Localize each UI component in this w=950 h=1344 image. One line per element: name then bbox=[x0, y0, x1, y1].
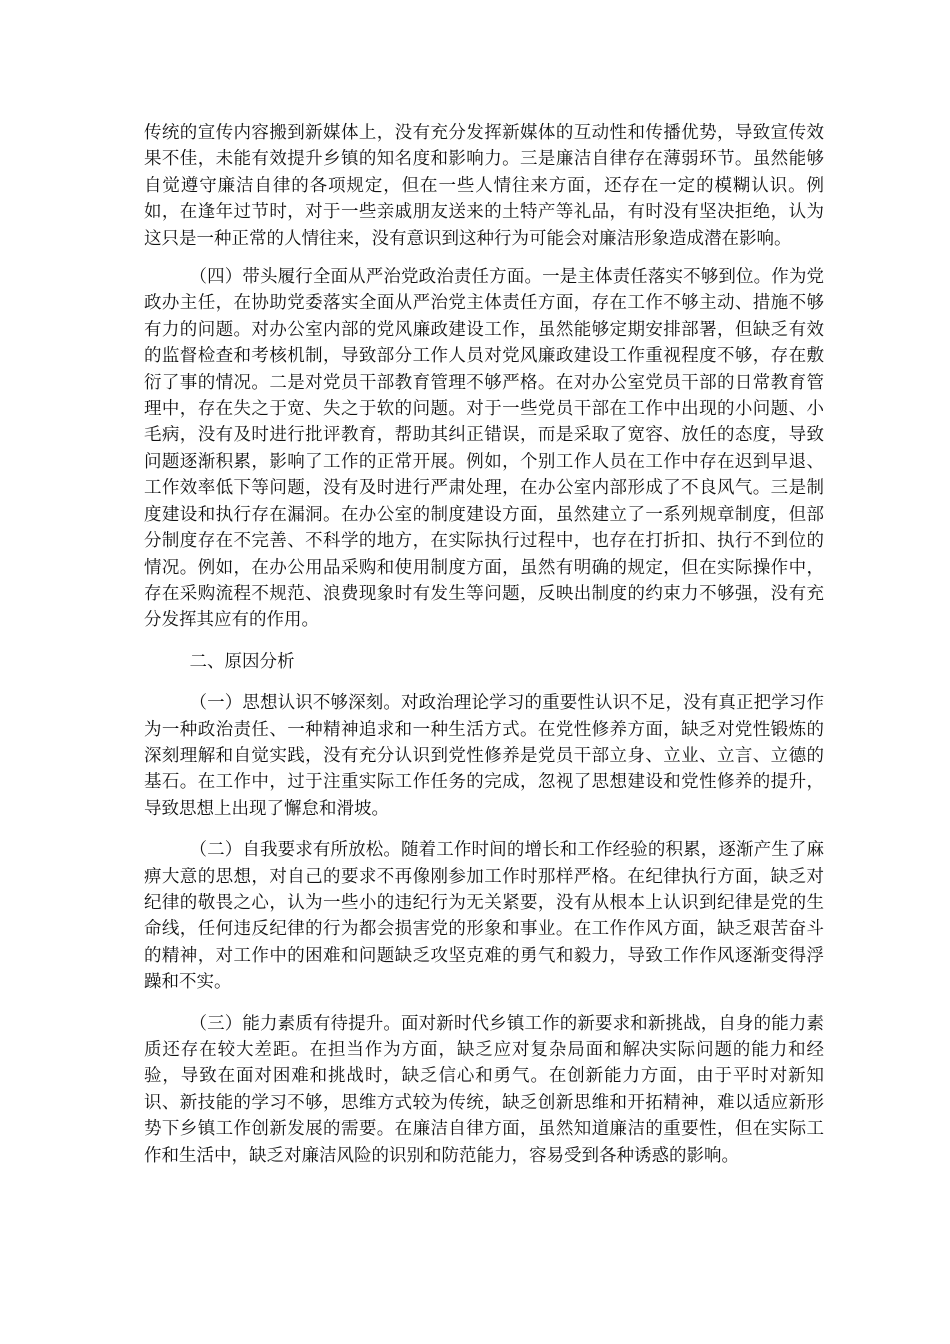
paragraph-reason-three: （三）能力素质有待提升。面对新时代乡镇工作的新要求和新挑战，自身的能力素质还存在较大差距。在担当作为方面，缺乏应对复杂局面和解决实际问题的能力和经验，导致在面对困难和挑战时，缺乏信心和勇气。在创新能力方面，由于平时对新知识、新技能的学习不够，思维方式较为传统，缺乏创新思维和开拓精神，难以适应新形势下乡镇工作创新发展的需要。在廉洁自律方面，虽然知道廉洁的重要性，但在实际工作和生活中，缺乏对廉洁风险的识别和防范能力，容易受到各种诱惑的影响。 bbox=[144, 1013, 824, 1166]
paragraph-section-four: （四）带头履行全面从严治党政治责任方面。一是主体责任落实不够到位。作为党政办主任，在协助党委落实全面从严治党主体责任方面，存在工作不够主动、措施不够有力的问题。对办公室内部的党风廉政建设工作，虽然能够定期安排部署，但缺乏有效的监督检查和考核机制，导致部分工作人员对党风廉政建设工作重视程度不够，存在敷衍了事的情况。二是对党员干部教育管理不够严格。在对办公室党员干部的日常教育管理中，存在失之于宽、失之于软的问题。对于一些党员干部在工作中出现的小问题、小毛病，没有及时进行批评教育，帮助其纠正错误，而是采取了宽容、放任的态度，导致问题逐渐积累，影响了工作的正常开展。例如，个别工作人员在工作中存在迟到早退、工作效率低下等问题，没有及时进行严肃处理，在办公室内部形成了不良风气。三是制度建设和执行存在漏洞。在办公室的制度建设方面，虽然建立了一系列规章制度，但部分制度存在不完善、不科学的地方，在实际执行过程中，也存在打折扣、执行不到位的情况。例如，在办公用品采购和使用制度方面，虽然有明确的规定，但在实际操作中，存在采购流程不规范、浪费现象时有发生等问题，反映出制度的约束力不够强，没有充分发挥其应有的作用。 bbox=[144, 267, 824, 631]
paragraph-reason-one: （一）思想认识不够深刻。对政治理论学习的重要性认识不足，没有真正把学习作为一种政治责任、一种精神追求和一种生活方式。在党性修养方面，缺乏对党性锻炼的深刻理解和自觉实践，没有充分认识到党性修养是党员干部立身、立业、立言、立德的基石。在工作中，过于注重实际工作任务的完成，忽视了思想建设和党性修养的提升，导致思想上出现了懈怠和滑坡。 bbox=[144, 693, 824, 819]
section-heading: 二、原因分析 bbox=[189, 651, 295, 672]
paragraph-continued: 传统的宣传内容搬到新媒体上，没有充分发挥新媒体的互动性和传播优势，导致宣传效果不佳，未能有效提升乡镇的知名度和影响力。三是廉洁自律存在薄弱环节。虽然能够自觉遵守廉洁自律的各项规定，但在一些人情往来方面，还存在一定的模糊认识。例如，在逢年过节时，对于一些亲戚朋友送来的土特产等礼品，有时没有坚决拒绝，认为这只是一种正常的人情往来，没有意识到这种行为可能会对廉洁形象造成潜在影响。 bbox=[144, 123, 824, 249]
document-page bbox=[144, 120, 824, 1169]
paragraph-reason-two: （二）自我要求有所放松。随着工作时间的增长和工作经验的积累，逐渐产生了麻痹大意的思想，对自己的要求不再像刚参加工作时那样严格。在纪律执行方面，缺乏对纪律的敬畏之心，认为一些小的违纪行为无关紧要，没有从根本上认识到纪律是党的生命线，任何违反纪律的行为都会损害党的形象和事业。在工作作风方面，缺乏艰苦奋斗的精神，对工作中的困难和问题缺乏攻坚克难的勇气和毅力，导致工作作风逐渐变得浮躁和不实。 bbox=[144, 840, 824, 993]
